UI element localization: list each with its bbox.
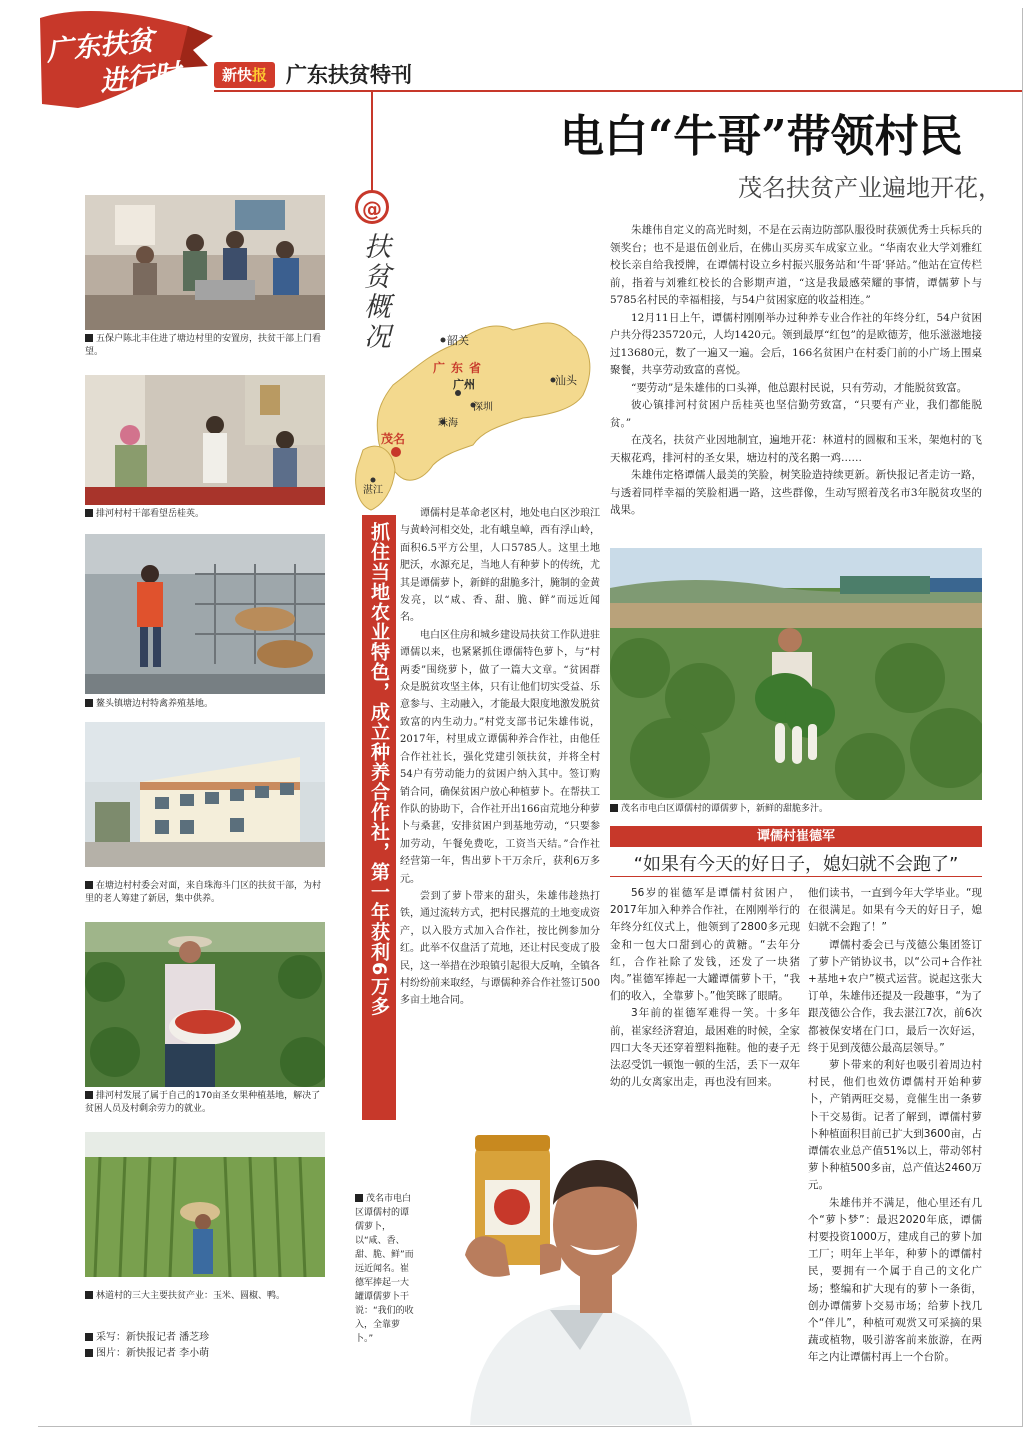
photo-elderly-home — [85, 722, 325, 867]
caption-photo-2: 排河村村干部看望岳桂英。 — [85, 508, 325, 521]
profile-col1-p1: 56岁的崔德军是谭儒村贫困户，2017年加入种养合作社，在刚刚举行的年终分红仪式上，他领到了2800多元现金和一包大口甜到心的黄糖。“去年分红，合作社除了发钱，还发了一块猪肉。”崔德军捧起一大罐谭儒萝卜干，“我们的收入，全靠萝卜。”他笑眯了眼睛。 — [610, 887, 800, 1003]
credit-writer: 采写：新快报记者 潘芝珍 — [85, 1330, 209, 1346]
profile-col2-p4: 朱雄伟并不满足，他心里还有几个“萝卜梦”：最迟2020年底，谭儒村要投资1000万，建成自己的萝卜加工厂；明年上半年，种萝卜的谭儒村民，要拥有一个属于自己的文化广场；整编和扩大现有的萝卜一条街，创办谭儒萝卜交易市场；给萝卜找几个“伴儿”，种植可观赏又可采摘的果蔬或植物，吸引游客前来旅游，在两年之内让谭儒村再上一个台阶。 — [808, 1196, 982, 1364]
middle-article-p2: 电白区住房和城乡建设局扶贫工作队进驻谭儒以来，也紧紧抓住谭儒特色萝卜，与“村两委”围绕萝卜，做了一篇大文章。“贫困群众是脱贫攻坚主体，只有让他们切实受益、乐意参与、主动融入，才能最大限度地激发脱贫致富的内生动力。”村党支部书记朱雄伟说，2017年，村里成立谭儒种养合作社，由他任合作社社长，强化党建引领扶贫，并将全村54户有劳动能力的贫困户纳入其中。签订购销合同，确保贫困户放心种植萝卜。在帮扶工作队的协助下，合作社开出166亩荒地分种萝卜与桑葚，安排贫困户到基地劳动，“只要参加劳动，午餐免费吃，工资当天结。”合作社经营第一年，售出萝卜干万余斤，获利6万多元。 — [400, 629, 600, 885]
map-city-maoming: 茂名 — [381, 432, 406, 446]
photo-radish-field — [610, 548, 982, 800]
profile-column-1 — [610, 885, 800, 1091]
profile-col2-p3: 萝卜带来的利好也吸引着周边村村民，他们也效仿谭儒村开始种萝卜，产销两旺交易，竟催生出一条萝卜干交易街。记者了解到，谭儒村萝卜种植面积目前已扩大到3600亩，占谭儒农业总产值51%以上，带动邻村萝卜种植500多亩，总产值达2460万元。 — [808, 1059, 982, 1192]
profile-col2-p1: 他们读书，一直到今年大学毕业。“现在很满足。如果有今天的好日子，媳妇就不会跑了！” — [808, 887, 982, 934]
top-article-p6: 朱雄伟定格谭儒人最美的笑脸，树笑脸造持续更新。新快报记者走访一路，与透着同样幸福的笑脸相遇一路，这些群像，生动写照着茂名市3年脱贫攻坚的战果。 — [610, 469, 982, 516]
newspaper-badge — [214, 62, 275, 88]
top-article-p2: 12月11日上午，谭儒村刚刚举办过种养专业合作社的年终分红，54户贫困户共分得235720元，人均1420元。领到最厚“红包”的是欧德芳，他乐滋滋地接过13680元，数了一遍又一遍。会后，166名贫困户在村委门前的小广场上围桌聚餐，共享劳动致富的喜悦。 — [610, 311, 982, 376]
top-article — [610, 222, 982, 520]
overview-connector — [371, 92, 373, 192]
profile-quote-rule — [610, 876, 982, 877]
middle-article — [400, 505, 600, 1010]
photo-poultry-farm — [85, 534, 325, 694]
middle-article-p3: 尝到了萝卜带来的甜头，朱雄伟趁热打铁，通过流转方式，把村民撂荒的土地变成资产，以入股方式加入合作社，按比例参加分红。此举不仅盘活了荒地，还让村民变成了股民，这一举措在沙琅镇引起很大反响，全镇各村纷纷前来取经，与谭儒种养合作社签订500多亩土地合同。 — [400, 890, 600, 1007]
map-city-zhuhai: 珠海 — [438, 418, 458, 429]
caption-photo-6: 林道村的三大主要扶贫产业：玉米、圆椒、鸭。 — [85, 1290, 325, 1303]
caption-photo-4: 在塘边村村委会对面，来自珠海斗门区的扶贫干部，为村里的老人筹建了新居，集中供养。 — [85, 880, 325, 906]
map-city-zhanjiang: 湛江 — [363, 485, 383, 496]
profile-col2-p2: 谭儒村委会已与茂德公集团签订了萝卜产销协议书，以“公司+合作社+基地+农户”模式运营。说起这张大订单，朱雄伟还提及一段趣事，“为了跟茂德公合作，我去湛江7次，前6次都被保安堵在门口，最后一次好运，终于见到茂德公最高层领导。” — [808, 938, 982, 1054]
map-city-guangzhou: 广州 — [453, 378, 475, 391]
section-name: 广东扶贫特刊 — [286, 63, 412, 87]
caption-photo-8: 茂名市电白区谭儒村的谭儒萝卜，以“咸、香、甜、脆、鲜”而远近闻名。崔德军捧起一大罐谭儒萝卜干说：“我们的收入，全靠萝卜。” — [355, 1192, 417, 1346]
photo-village-visit — [85, 375, 325, 505]
profile-column-2 — [808, 885, 982, 1367]
map-city-shantou: 汕头 — [555, 374, 577, 387]
profile-name-bar: 谭儒村崔德军 — [610, 826, 982, 847]
guangdong-map — [333, 300, 603, 515]
map-city-shaoguan: 韶关 — [447, 334, 469, 347]
profile-col1-p2: 3年前的崔德军难得一笑。十多年前，崔家经济窘迫，最困难的时候，全家四口大冬天还穿着塑料拖鞋。他的妻子无法忍受饥一顿饱一顿的生活，丢下一双年幼的儿女离家出走，再也没有回来。 — [610, 1007, 800, 1089]
top-article-p4: 彼心镇排河村贫困户岳桂英也坚信勤劳致富，“只要有产业，我们都能脱贫。” — [610, 399, 982, 429]
credits — [85, 1330, 209, 1362]
badge-prefix: 新快 — [222, 66, 253, 84]
profile-quote: “如果有今天的好日子，媳妇就不会跑了” — [633, 854, 959, 875]
overview-label: 扶贫概况 — [359, 232, 390, 352]
headline: 电白“牛哥”带领村民 — [560, 111, 963, 162]
caption-photo-5: 排河村发展了属于自己的170亩圣女果种植基地，解决了贫困人员及村剩余劳力的就业。 — [85, 1090, 325, 1116]
ribbon-line-1: 广东扶贫 — [44, 25, 156, 68]
caption-photo-7: 茂名市电白区谭儒村的谭儒萝卜，新鲜的甜脆多汁。 — [610, 803, 982, 816]
map-province: 广东省 — [433, 361, 488, 375]
top-article-p3: “要劳动”是朱雄伟的口头禅，他总跟村民说，只有劳动，才能脱贫致富。 — [631, 381, 968, 394]
photo-corn-field — [85, 1132, 325, 1277]
caption-photo-1: 五保户陈北丰住进了塘边村里的安置房，扶贫干部上门看望。 — [85, 333, 325, 359]
photo-farmer-portrait — [430, 1105, 700, 1425]
headline-banner-text: 抓住当地农业特色，成立种养合作社，第一年获利6万多 — [368, 522, 390, 1017]
top-article-p5: 在茂名，扶贫产业因地制宜，遍地开花：林道村的圆椒和玉米，架炮村的飞天椒花鸡，排河村的圣女果，塘边村的茂名鹅一鸡…… — [610, 434, 982, 464]
middle-article-p1: 谭儒村是革命老区村，地处电白区沙琅江与黄岭河相交处，北有峨皇嶂，西有浮山岭，面积6.5平方公里，人口5785人。这里土地肥沃，水源充足，当地人有种萝卜的传统，尤其是谭儒萝卜，新鲜的甜脆多汁，腌制的金黄发亮，以“咸、香、甜、脆、鲜”而远近闻名。 — [400, 508, 600, 624]
top-article-p1: 朱雄伟自定义的高光时刻，不是在云南边防部队服役时获颁优秀士兵标兵的领奖台；也不是退伍创业后，在佛山买房买车成家立业。“华南农业大学刘雅红校长亲自给我授牌，在谭儒村设立乡村振兴服务站和‘牛哥’驿站。”他站在宣传栏前，指着与刘雅红校长的合影期声道，“这是我最感荣耀的事情，谭儒萝卜与5785名村民的幸福相接，与54户贫困家庭的收益相连。” — [610, 224, 982, 306]
photo-tomato-farmer — [85, 922, 325, 1087]
badge-word: 报 — [252, 66, 268, 84]
credit-photo: 图片：新快报记者 李小萌 — [85, 1346, 209, 1362]
map-city-shenzhen: 深圳 — [473, 402, 493, 413]
at-icon: @ — [355, 190, 389, 224]
header-rule — [214, 90, 1022, 92]
photo-visit-house — [85, 195, 325, 330]
ribbon-line-2: 进行时 — [98, 58, 183, 98]
sub-headline: 茂名扶贫产业遍地开花， — [738, 174, 1002, 202]
caption-photo-3: 鳌头镇塘边村特禽养殖基地。 — [85, 698, 325, 711]
